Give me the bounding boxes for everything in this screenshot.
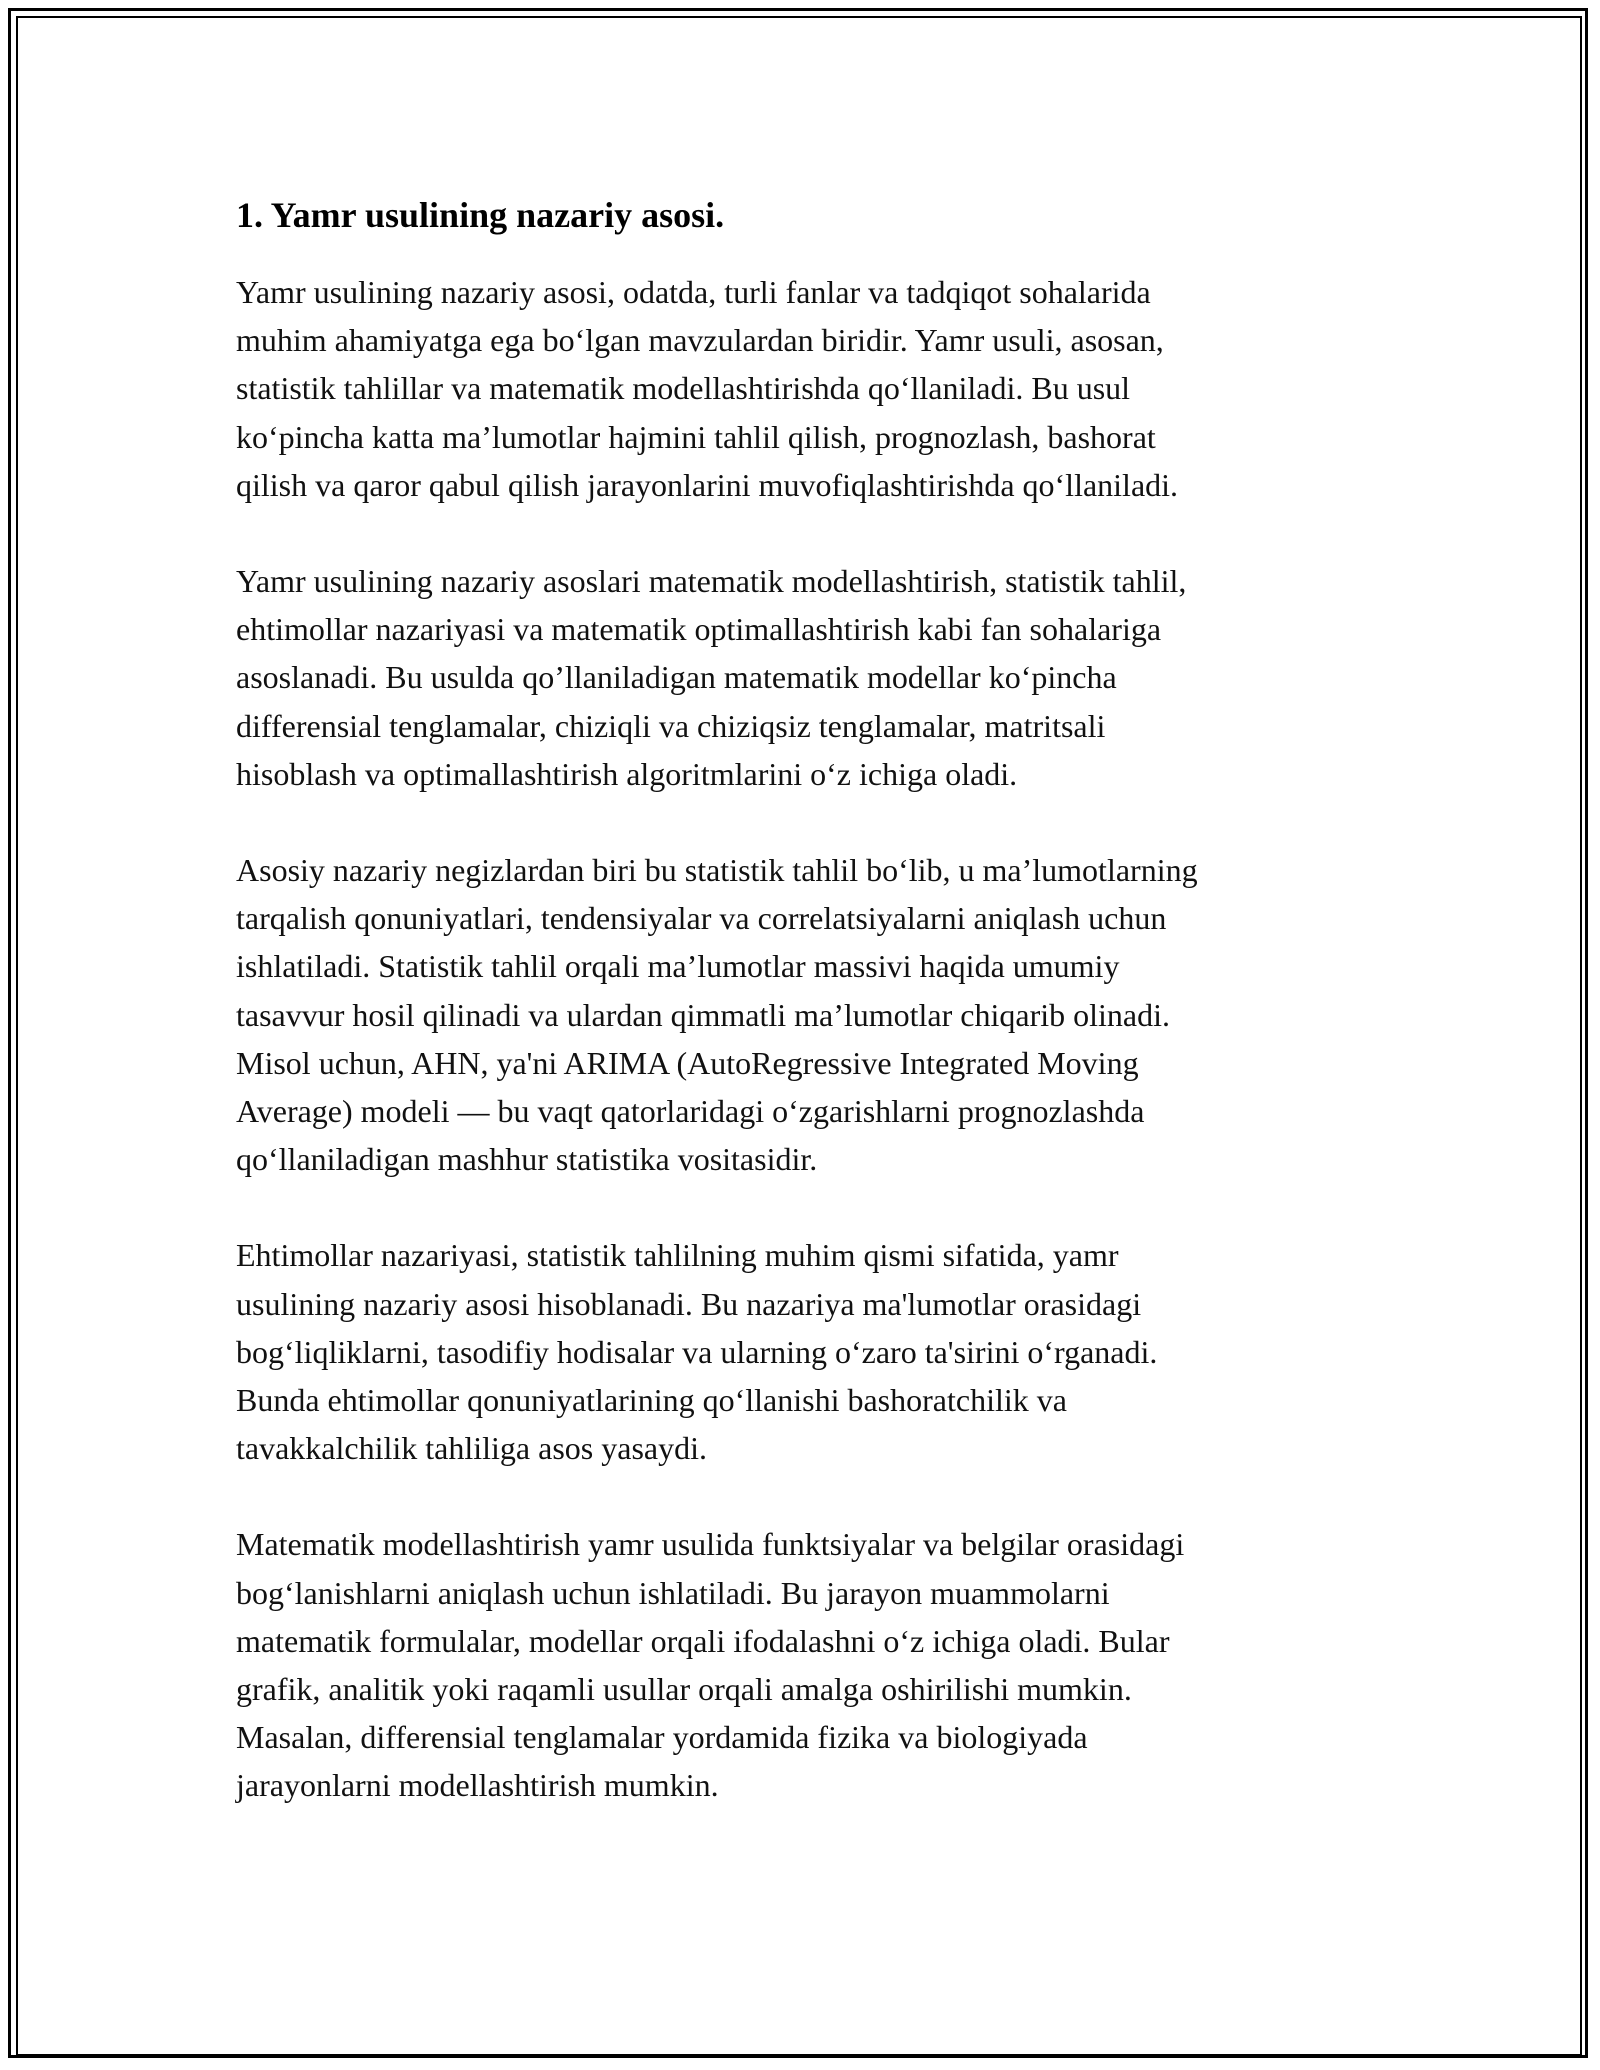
paragraph-1 (236, 268, 1346, 509)
paragraph-line: qo‘llaniladigan mashhur statistika vositasidir. (236, 1141, 818, 1178)
paragraph-line: usulining nazariy asosi hisoblanadi. Bu nazariya ma'lumotlar orasidagi (236, 1285, 1142, 1322)
paragraph-line: Yamr usulining nazariy asoslari matematik modellashtirish, statistik tahlil, (236, 563, 1187, 600)
paragraph-line: Masalan, differensial tenglamalar yordamida fizika va biologiyada (236, 1719, 1088, 1756)
paragraph-line: tavakkalchilik tahliliga asos yasaydi. (236, 1430, 707, 1467)
paragraph-line: Ehtimollar nazariyasi, statistik tahlilning muhim qismi sifatida, yamr (236, 1237, 1119, 1274)
paragraph-4 (236, 1231, 1346, 1472)
paragraph-5 (236, 1520, 1346, 1809)
paragraph-line: ishlatiladi. Statistik tahlil orqali ma’lumotlar massivi haqida umumiy (236, 948, 1120, 985)
paragraph-line: hisoblash va optimallashtirish algoritmlarini o‘z ichiga oladi. (236, 755, 1018, 792)
document-body (236, 190, 1346, 1858)
paragraph-line: tasavvur hosil qilinadi va ulardan qimmatli ma’lumotlar chiqarib olinadi. (236, 996, 1170, 1033)
paragraph-2 (236, 557, 1346, 798)
paragraph-3 (236, 846, 1346, 1183)
paragraph-line: muhim ahamiyatga ega bo‘lgan mavzulardan biridir. Yamr usuli, asosan, (236, 322, 1164, 359)
paragraph-line: Matematik modellashtirish yamr usulida funktsiyalar va belgilar orasidagi (236, 1526, 1185, 1563)
paragraph-line: Asosiy nazariy negizlardan biri bu statistik tahlil bo‘lib, u ma’lumotlarning (236, 852, 1198, 889)
paragraph-line: Average) modeli — bu vaqt qatorlaridagi o‘zgarishlarni prognozlashda (236, 1093, 1145, 1130)
paragraph-line: Yamr usulining nazariy asosi, odatda, turli fanlar va tadqiqot sohalarida (236, 274, 1151, 310)
paragraph-line: grafik, analitik yoki raqamli usullar orqali amalga oshirilishi mumkin. (236, 1671, 1132, 1708)
paragraph-line: ehtimollar nazariyasi va matematik optimallashtirish kabi fan sohalariga (236, 611, 1162, 648)
paragraph-line: ko‘pincha katta ma’lumotlar hajmini tahlil qilish, prognozlash, bashorat (236, 418, 1156, 455)
paragraph-line: statistik tahlillar va matematik modellashtirishda qo‘llaniladi. Bu usul (236, 370, 1131, 407)
paragraph-line: differensial tenglamalar, chiziqli va chiziqsiz tenglamalar, matritsali (236, 707, 1106, 744)
paragraph-line: bog‘liqliklarni, tasodifiy hodisalar va ularning o‘zaro ta'sirini o‘rganadi. (236, 1333, 1158, 1370)
section-heading: 1. Yamr usulining nazariy asosi. (236, 195, 725, 235)
paragraph-line: bog‘lanishlarni aniqlash uchun ishlatiladi. Bu jarayon muammolarni (236, 1574, 1110, 1611)
paragraph-line: jarayonlarni modellashtirish mumkin. (236, 1767, 719, 1804)
paragraph-list (236, 268, 1346, 1810)
paragraph-line: asoslanadi. Bu usulda qo’llaniladigan matematik modellar ko‘pincha (236, 659, 1117, 696)
paragraph-line: tarqalish qonuniyatlari, tendensiyalar va correlatsiyalarni aniqlash uchun (236, 900, 1167, 937)
paragraph-line: Bunda ehtimollar qonuniyatlarining qo‘llanishi bashoratchilik va (236, 1382, 1067, 1419)
paragraph-line: Misol uchun, AHN, ya'ni ARIMA (AutoRegressive Integrated Moving (236, 1044, 1139, 1081)
paragraph-line: qilish va qaror qabul qilish jarayonlarini muvofiqlashtirishda qo‘llaniladi. (236, 466, 1179, 503)
paragraph-line: matematik formulalar, modellar orqali ifodalashni o‘z ichiga oladi. Bular (236, 1622, 1170, 1659)
